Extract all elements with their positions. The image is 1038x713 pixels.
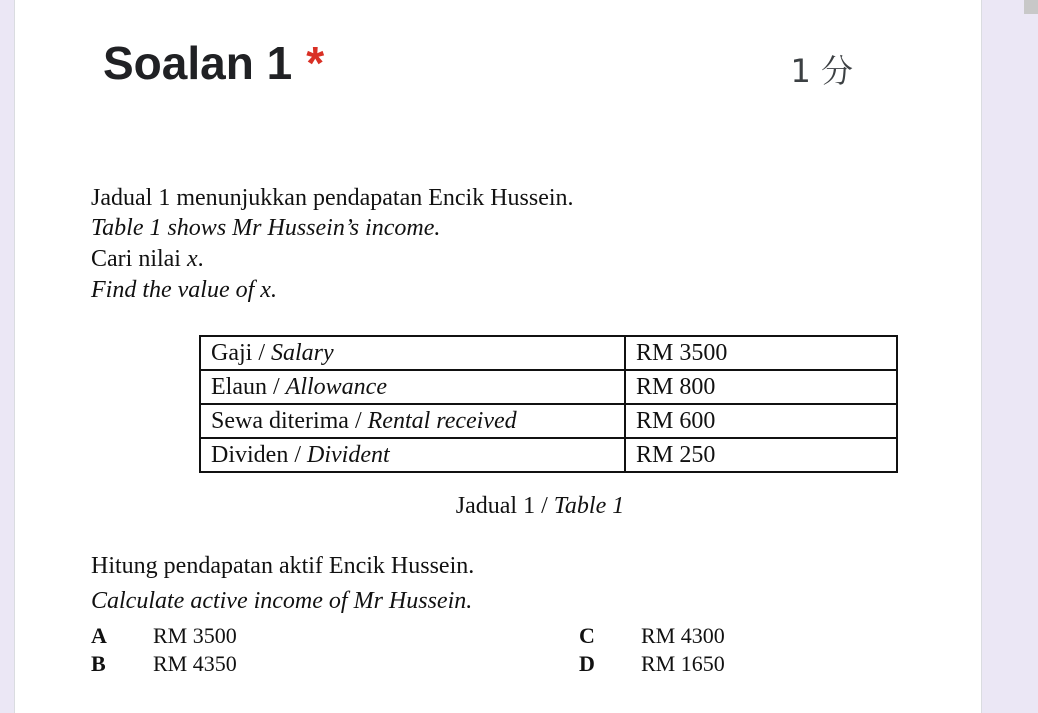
- caption-english: Table 1: [553, 493, 625, 519]
- table-cell-amount: RM 3500: [625, 336, 897, 370]
- intro-english: Table 1 shows Mr Hussein’s income.: [91, 215, 441, 241]
- table-cell-category: [200, 336, 625, 370]
- option-b-letter: B: [91, 651, 106, 676]
- category-english: Allowance: [285, 373, 387, 400]
- income-table: [199, 335, 898, 473]
- option-d-text: RM 1650: [641, 651, 725, 676]
- points-label: 1 分: [790, 52, 853, 90]
- find-english: Find the value of x.: [91, 277, 277, 303]
- find-malay-prefix: Cari nilai: [91, 246, 187, 272]
- category-english: Divident: [307, 441, 390, 468]
- find-malay-variable: x: [186, 246, 198, 272]
- option-c-letter: C: [579, 623, 595, 648]
- table-row: [200, 438, 897, 472]
- scrollbar-thumb[interactable]: [1024, 0, 1038, 14]
- table-cell-amount: RM 600: [625, 404, 897, 438]
- task-malay: Hitung pendapatan aktif Encik Hussein.: [91, 553, 475, 579]
- table-row: [200, 370, 897, 404]
- table-row: [200, 404, 897, 438]
- table-caption: [15, 493, 1038, 520]
- option-a-letter: A: [91, 623, 107, 648]
- category-english: Salary: [271, 339, 334, 366]
- category-malay: Sewa diterima /: [211, 407, 368, 434]
- question-card: [14, 0, 982, 713]
- table-cell-category: [200, 404, 625, 438]
- question-title-text: Soalan 1: [103, 37, 293, 89]
- category-malay: Elaun /: [211, 373, 286, 400]
- required-asterisk: *: [306, 37, 325, 89]
- table-cell-category: [200, 438, 625, 472]
- find-malay-suffix: .: [197, 246, 204, 272]
- caption-malay: Jadual 1 /: [455, 493, 554, 519]
- table-cell-amount: RM 250: [625, 438, 897, 472]
- intro-malay: Jadual 1 menunjukkan pendapatan Encik Hussein.: [91, 185, 574, 211]
- option-c-text: RM 4300: [641, 623, 725, 648]
- option-d-letter: D: [579, 651, 595, 676]
- task-english: Calculate active income of Mr Hussein.: [91, 588, 473, 614]
- category-malay: Dividen /: [211, 441, 307, 468]
- category-malay: Gaji /: [211, 339, 271, 366]
- table-cell-amount: RM 800: [625, 370, 897, 404]
- find-malay: [91, 246, 204, 273]
- question-title: [103, 36, 324, 90]
- category-english: Rental received: [367, 407, 517, 434]
- table-row: [200, 336, 897, 370]
- option-b-text: RM 4350: [153, 651, 237, 676]
- option-a-text: RM 3500: [153, 623, 237, 648]
- table-cell-category: [200, 370, 625, 404]
